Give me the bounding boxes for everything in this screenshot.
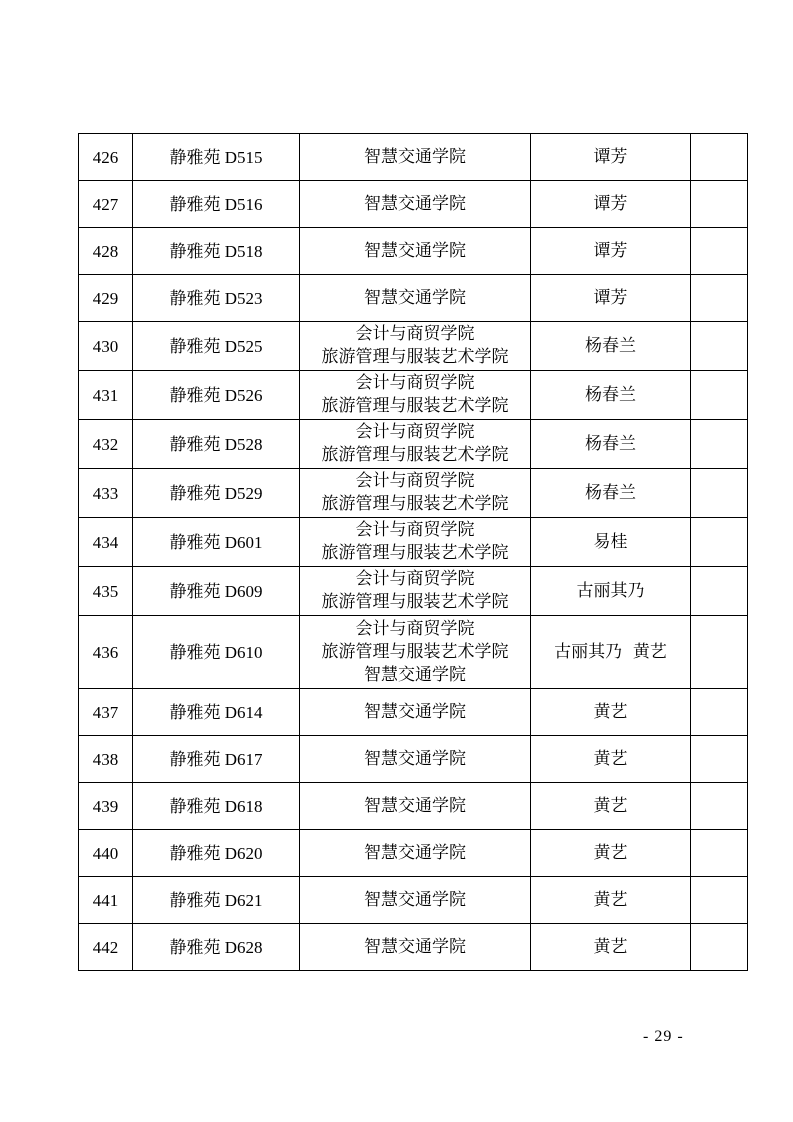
college-name: 会计与商贸学院 xyxy=(355,422,475,442)
note-cell xyxy=(691,616,748,689)
note-cell xyxy=(691,275,748,322)
row-number-cell: 427 xyxy=(79,181,133,228)
college-cell xyxy=(300,469,531,518)
dorm-room-cell: 静雅苑 D528 xyxy=(133,420,300,469)
tutor-cell: 古丽其乃 xyxy=(531,567,691,616)
row-number-cell: 441 xyxy=(79,877,133,924)
college-name: 智慧交通学院 xyxy=(364,795,466,816)
college-name: 旅游管理与服装艺术学院 xyxy=(321,347,509,367)
table-row xyxy=(79,228,748,275)
dorm-room-cell: 静雅苑 D614 xyxy=(133,689,300,736)
note-cell xyxy=(691,371,748,420)
note-cell xyxy=(691,736,748,783)
college-cell xyxy=(300,830,531,877)
row-number-cell: 429 xyxy=(79,275,133,322)
table-body xyxy=(79,134,748,971)
dorm-room-cell: 静雅苑 D526 xyxy=(133,371,300,420)
college-name: 智慧交通学院 xyxy=(364,664,466,685)
college-name: 旅游管理与服装艺术学院 xyxy=(321,592,509,612)
college-name: 会计与商贸学院 xyxy=(355,324,475,344)
college-name: 旅游管理与服装艺术学院 xyxy=(321,641,509,662)
tutor-cell: 谭芳 xyxy=(531,275,691,322)
row-number-cell: 442 xyxy=(79,924,133,971)
tutor-cell: 黄艺 xyxy=(531,877,691,924)
row-number-cell: 440 xyxy=(79,830,133,877)
table-row xyxy=(79,518,748,567)
college-cell xyxy=(300,783,531,830)
table-row xyxy=(79,830,748,877)
college-cell xyxy=(300,689,531,736)
college-name: 会计与商贸学院 xyxy=(355,618,475,639)
row-number-cell: 426 xyxy=(79,134,133,181)
college-name: 智慧交通学院 xyxy=(364,146,466,167)
note-cell xyxy=(691,420,748,469)
table-row xyxy=(79,322,748,371)
college-cell xyxy=(300,616,531,689)
table-row xyxy=(79,420,748,469)
note-cell xyxy=(691,181,748,228)
college-cell xyxy=(300,371,531,420)
note-cell xyxy=(691,924,748,971)
note-cell xyxy=(691,877,748,924)
note-cell xyxy=(691,228,748,275)
tutor-cell: 杨春兰 xyxy=(531,322,691,371)
dorm-room-cell: 静雅苑 D601 xyxy=(133,518,300,567)
college-name: 智慧交通学院 xyxy=(364,287,466,308)
dorm-room-cell: 静雅苑 D523 xyxy=(133,275,300,322)
table-row xyxy=(79,924,748,971)
table-row xyxy=(79,134,748,181)
row-number-cell: 435 xyxy=(79,567,133,616)
note-cell xyxy=(691,518,748,567)
dorm-room-cell: 静雅苑 D621 xyxy=(133,877,300,924)
row-number-cell: 433 xyxy=(79,469,133,518)
college-name: 智慧交通学院 xyxy=(364,889,466,910)
college-cell xyxy=(300,228,531,275)
college-name: 会计与商贸学院 xyxy=(355,569,475,589)
note-cell xyxy=(691,469,748,518)
note-cell xyxy=(691,783,748,830)
tutor-cell: 黄艺 xyxy=(531,783,691,830)
college-cell xyxy=(300,181,531,228)
row-number-cell: 439 xyxy=(79,783,133,830)
college-cell xyxy=(300,877,531,924)
college-name: 旅游管理与服装艺术学院 xyxy=(321,396,509,416)
dorm-room-cell: 静雅苑 D515 xyxy=(133,134,300,181)
row-number-cell: 432 xyxy=(79,420,133,469)
college-name: 智慧交通学院 xyxy=(364,842,466,863)
table-row xyxy=(79,469,748,518)
note-cell xyxy=(691,134,748,181)
tutor-cell: 杨春兰 xyxy=(531,371,691,420)
college-name: 会计与商贸学院 xyxy=(355,373,475,393)
row-number-cell: 436 xyxy=(79,616,133,689)
tutor-cell: 杨春兰 xyxy=(531,420,691,469)
tutor-cell: 谭芳 xyxy=(531,181,691,228)
tutor-cell: 谭芳 xyxy=(531,134,691,181)
note-cell xyxy=(691,322,748,371)
table-row xyxy=(79,275,748,322)
row-number-cell: 431 xyxy=(79,371,133,420)
college-name: 旅游管理与服装艺术学院 xyxy=(321,494,509,514)
college-name: 智慧交通学院 xyxy=(364,936,466,957)
table-row xyxy=(79,616,748,689)
college-name: 智慧交通学院 xyxy=(364,748,466,769)
table-row xyxy=(79,371,748,420)
row-number-cell: 437 xyxy=(79,689,133,736)
row-number-cell: 434 xyxy=(79,518,133,567)
tutor-cell: 杨春兰 xyxy=(531,469,691,518)
college-cell xyxy=(300,420,531,469)
college-name: 智慧交通学院 xyxy=(364,193,466,214)
row-number-cell: 430 xyxy=(79,322,133,371)
tutor-cell: 易桂 xyxy=(531,518,691,567)
dorm-room-cell: 静雅苑 D617 xyxy=(133,736,300,783)
table-row xyxy=(79,689,748,736)
college-name: 智慧交通学院 xyxy=(364,240,466,261)
page-number: - 29 - xyxy=(643,1028,684,1045)
note-cell xyxy=(691,830,748,877)
dorm-room-cell: 静雅苑 D529 xyxy=(133,469,300,518)
tutor-cell: 黄艺 xyxy=(531,736,691,783)
college-name: 智慧交通学院 xyxy=(364,701,466,722)
table-row xyxy=(79,736,748,783)
table-row xyxy=(79,181,748,228)
college-cell xyxy=(300,322,531,371)
college-name: 旅游管理与服装艺术学院 xyxy=(321,445,509,465)
tutor-cell: 古丽其乃 黄艺 xyxy=(531,616,691,689)
row-number-cell: 438 xyxy=(79,736,133,783)
dorm-room-cell: 静雅苑 D620 xyxy=(133,830,300,877)
dorm-room-cell: 静雅苑 D610 xyxy=(133,616,300,689)
note-cell xyxy=(691,689,748,736)
college-cell xyxy=(300,134,531,181)
college-cell xyxy=(300,924,531,971)
table-row xyxy=(79,877,748,924)
college-cell xyxy=(300,567,531,616)
college-cell xyxy=(300,518,531,567)
tutor-cell: 黄艺 xyxy=(531,924,691,971)
table-row xyxy=(79,783,748,830)
tutor-cell: 黄艺 xyxy=(531,689,691,736)
note-cell xyxy=(691,567,748,616)
college-cell xyxy=(300,736,531,783)
dorm-room-cell: 静雅苑 D609 xyxy=(133,567,300,616)
dorm-room-cell: 静雅苑 D628 xyxy=(133,924,300,971)
dorm-room-cell: 静雅苑 D518 xyxy=(133,228,300,275)
tutor-cell: 谭芳 xyxy=(531,228,691,275)
table-row xyxy=(79,567,748,616)
row-number-cell: 428 xyxy=(79,228,133,275)
college-name: 会计与商贸学院 xyxy=(355,471,475,491)
dorm-room-cell: 静雅苑 D525 xyxy=(133,322,300,371)
college-name: 会计与商贸学院 xyxy=(355,520,475,540)
college-cell xyxy=(300,275,531,322)
dormitory-table xyxy=(78,133,748,971)
dorm-room-cell: 静雅苑 D516 xyxy=(133,181,300,228)
dorm-room-cell: 静雅苑 D618 xyxy=(133,783,300,830)
tutor-cell: 黄艺 xyxy=(531,830,691,877)
college-name: 旅游管理与服装艺术学院 xyxy=(321,543,509,563)
